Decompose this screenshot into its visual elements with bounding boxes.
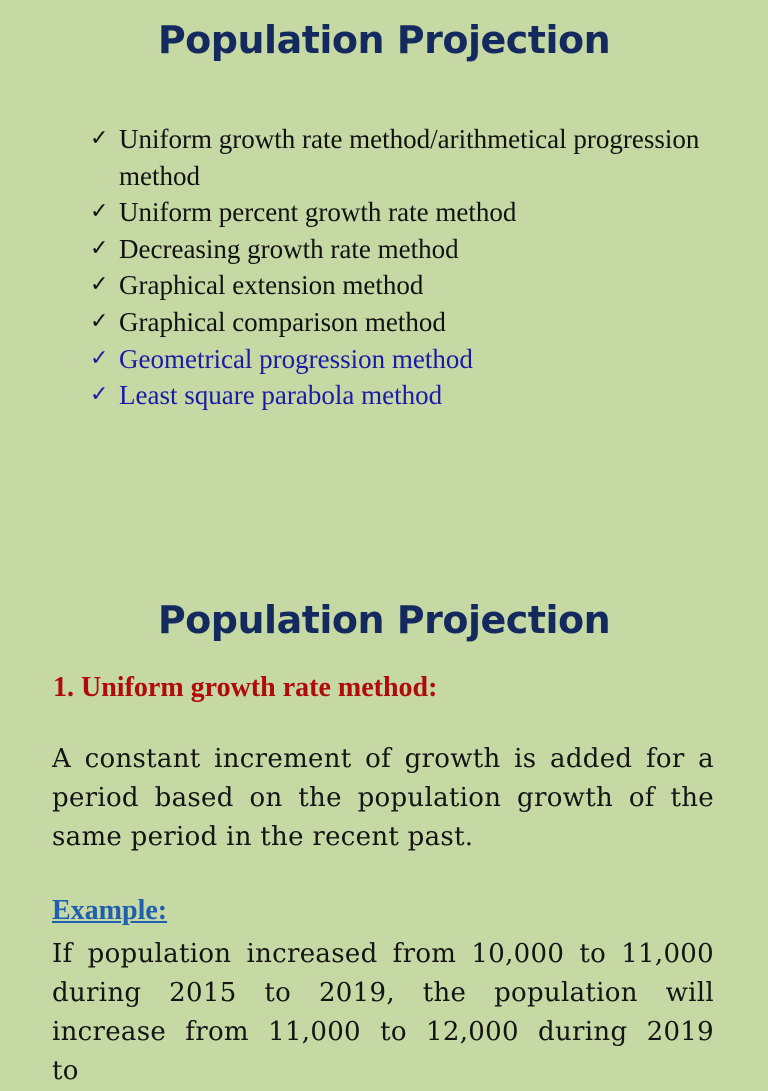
method-label: Uniform growth rate method/arithmetical progression method (119, 124, 700, 191)
list-item (90, 377, 710, 414)
example-paragraph: If population increased from 10,000 to 11,000 during 2015 to 2019, the population will increase from 11,000 to 12,000 during 2019 to (52, 939, 714, 1086)
checkmark-icon: ✓ (90, 272, 109, 298)
list-item (90, 231, 710, 268)
list-item (90, 121, 710, 194)
example-label: Example: (52, 895, 168, 926)
method-label: Graphical extension method (119, 270, 424, 301)
checkmark-icon: ✓ (90, 345, 109, 371)
checkmark-icon: ✓ (90, 199, 109, 225)
checkmark-icon: ✓ (90, 235, 109, 261)
list-item (90, 341, 710, 378)
method-label: Least square parabola method (119, 380, 443, 411)
section-heading: 1. Uniform growth rate method: (53, 672, 438, 703)
definition-paragraph: A constant increment of growth is added for a period based on the population growth of the same period in the recent past. (52, 744, 714, 852)
list-item (90, 194, 710, 231)
checkmark-icon: ✓ (90, 308, 109, 334)
method-label: Graphical comparison method (119, 306, 446, 337)
list-item (90, 304, 710, 341)
slide-2-title: Population Projection (157, 598, 611, 642)
method-label: Decreasing growth rate method (119, 233, 459, 264)
method-list (90, 121, 710, 414)
checkmark-icon: ✓ (90, 126, 109, 151)
method-label: Geometrical progression method (119, 343, 473, 374)
method-label: Uniform percent growth rate method (119, 197, 517, 228)
slide-2 (0, 512, 768, 1086)
slide-1 (0, 0, 768, 512)
checkmark-icon: ✓ (90, 382, 109, 408)
list-item (90, 267, 710, 304)
slide-1-title: Population Projection (157, 18, 611, 62)
